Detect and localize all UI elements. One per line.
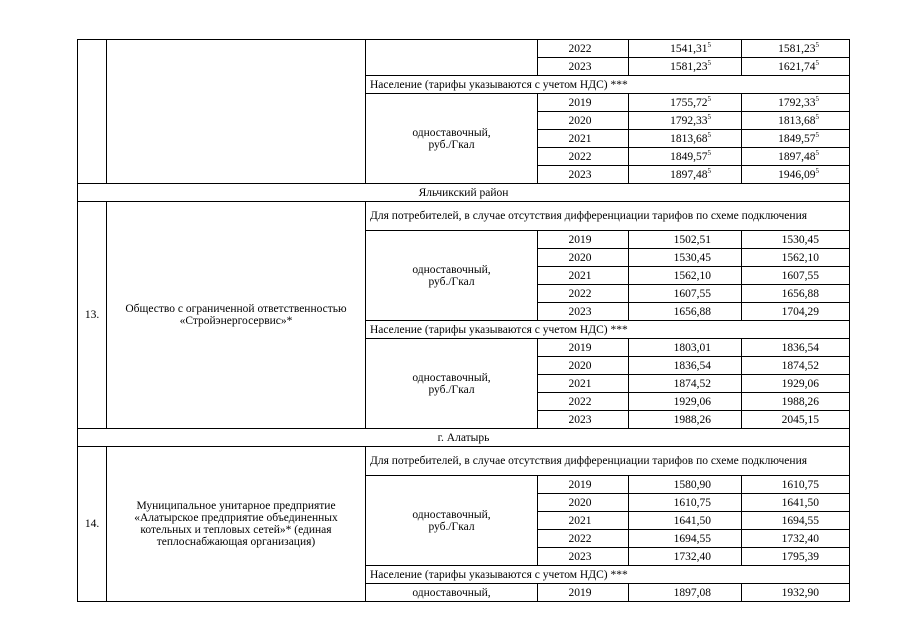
value-number: 1988,26 [781, 395, 819, 408]
value-start-cell [629, 375, 742, 393]
value-start-cell [629, 112, 742, 130]
row-number-cell: 14. [78, 447, 107, 602]
value-number: 1929,06 [781, 377, 819, 390]
value-number: 1988,26 [673, 413, 711, 426]
value-start-cell [629, 548, 742, 566]
value-end-cell [742, 303, 850, 321]
footnote-mark: 5 [815, 94, 819, 103]
footnote-mark: 5 [815, 58, 819, 67]
tariff-type-cell [366, 40, 538, 76]
tariff-type-cell: одноставочный, руб./Гкал [366, 94, 538, 184]
year-cell: 2022 [538, 40, 629, 58]
tariff-type-cell: одноставочный, руб./Гкал [366, 476, 538, 566]
value-end-cell [742, 476, 850, 494]
year-cell: 2020 [538, 494, 629, 512]
value-end-cell [742, 40, 850, 58]
footnote-mark: 5 [707, 148, 711, 157]
value-end-cell [742, 411, 850, 429]
value-start-cell [629, 148, 742, 166]
value-number: 1656,88 [673, 305, 711, 318]
organization-cell [107, 40, 366, 184]
footnote-mark: 5 [707, 40, 711, 49]
value-end-cell [742, 494, 850, 512]
consumers-header-row [78, 202, 850, 231]
value-end-cell [742, 584, 850, 602]
year-cell: 2023 [538, 303, 629, 321]
population-label: Население (тарифы указываются с учетом НДС) *** [366, 321, 850, 339]
population-label: Население (тарифы указываются с учетом НДС) *** [366, 566, 850, 584]
value-end-cell [742, 148, 850, 166]
value-start-cell [629, 231, 742, 249]
value-start-cell [629, 512, 742, 530]
organization-name: Общество с ограниченной ответственностью «Стройэнергосервис»* [107, 202, 366, 429]
footnote-mark: 5 [815, 148, 819, 157]
value-number: 1836,54 [781, 341, 819, 354]
year-cell: 2023 [538, 166, 629, 184]
value-end-cell [742, 357, 850, 375]
year-cell: 2022 [538, 393, 629, 411]
value-number: 1607,55 [673, 287, 711, 300]
value-number: 1530,45 [673, 251, 711, 264]
value-number: 1836,54 [673, 359, 711, 372]
value-number: 1897,48 [670, 168, 708, 181]
year-cell: 2023 [538, 411, 629, 429]
value-end-cell [742, 58, 850, 76]
year-cell: 2021 [538, 375, 629, 393]
table-row [78, 40, 850, 58]
tariff-type-cell: одноставочный, руб./Гкал [366, 231, 538, 321]
value-number: 1694,55 [673, 532, 711, 545]
value-number: 1502,51 [673, 233, 711, 246]
value-start-cell [629, 584, 742, 602]
value-number: 1704,29 [781, 305, 819, 318]
value-number: 2045,15 [781, 413, 819, 426]
year-cell: 2019 [538, 584, 629, 602]
year-cell: 2020 [538, 357, 629, 375]
value-number: 1621,74 [778, 60, 816, 73]
value-number: 1581,23 [778, 42, 816, 55]
value-number: 1732,40 [781, 532, 819, 545]
value-end-cell [742, 339, 850, 357]
value-end-cell [742, 249, 850, 267]
value-number: 1792,33 [778, 96, 816, 109]
value-end-cell [742, 130, 850, 148]
tariff-type-cell: одноставочный, руб./Гкал [366, 339, 538, 429]
value-number: 1897,08 [673, 586, 711, 599]
value-number: 1874,52 [781, 359, 819, 372]
district-name: Яльчикский район [78, 184, 850, 202]
value-end-cell [742, 285, 850, 303]
year-cell: 2023 [538, 58, 629, 76]
value-number: 1874,52 [673, 377, 711, 390]
value-end-cell [742, 94, 850, 112]
value-start-cell [629, 494, 742, 512]
value-start-cell [629, 357, 742, 375]
value-number: 1562,10 [673, 269, 711, 282]
tariff-table-body [78, 40, 850, 602]
value-number: 1813,68 [778, 114, 816, 127]
year-cell: 2021 [538, 512, 629, 530]
year-cell: 2022 [538, 285, 629, 303]
value-end-cell [742, 548, 850, 566]
year-cell: 2021 [538, 130, 629, 148]
row-number-cell: 13. [78, 202, 107, 429]
value-start-cell [629, 530, 742, 548]
value-number: 1932,90 [781, 586, 819, 599]
value-start-cell [629, 166, 742, 184]
value-start-cell [629, 476, 742, 494]
value-number: 1541,31 [670, 42, 708, 55]
value-number: 1946,09 [778, 168, 816, 181]
value-start-cell [629, 40, 742, 58]
value-start-cell [629, 130, 742, 148]
footnote-mark: 5 [815, 112, 819, 121]
value-number: 1803,01 [673, 341, 711, 354]
footnote-mark: 5 [815, 166, 819, 175]
value-end-cell [742, 530, 850, 548]
footnote-mark: 5 [707, 130, 711, 139]
value-number: 1849,57 [670, 150, 708, 163]
year-cell: 2019 [538, 476, 629, 494]
tariff-type-cell: одноставочный, [366, 584, 538, 602]
value-number: 1897,48 [778, 150, 816, 163]
year-cell: 2019 [538, 94, 629, 112]
value-start-cell [629, 303, 742, 321]
footnote-mark: 5 [815, 130, 819, 139]
value-number: 1792,33 [670, 114, 708, 127]
value-end-cell [742, 393, 850, 411]
value-number: 1732,40 [673, 550, 711, 563]
value-number: 1610,75 [781, 478, 819, 491]
population-label: Население (тарифы указываются с учетом НДС) *** [366, 76, 850, 94]
value-start-cell [629, 393, 742, 411]
year-cell: 2022 [538, 148, 629, 166]
value-start-cell [629, 339, 742, 357]
year-cell: 2023 [538, 548, 629, 566]
value-number: 1641,50 [673, 514, 711, 527]
value-number: 1641,50 [781, 496, 819, 509]
value-number: 1755,72 [670, 96, 708, 109]
value-number: 1694,55 [781, 514, 819, 527]
value-number: 1813,68 [670, 132, 708, 145]
value-start-cell [629, 249, 742, 267]
value-start-cell [629, 267, 742, 285]
value-number: 1610,75 [673, 496, 711, 509]
consumers-header-row [78, 447, 850, 476]
district-name: г. Алатырь [78, 429, 850, 447]
year-cell: 2022 [538, 530, 629, 548]
year-cell: 2021 [538, 267, 629, 285]
tariff-table [77, 39, 850, 602]
value-number: 1929,06 [673, 395, 711, 408]
district-row [78, 429, 850, 447]
value-start-cell [629, 411, 742, 429]
value-end-cell [742, 375, 850, 393]
consumers-label: Для потребителей, в случае отсутствия дифференциации тарифов по схеме подключения [366, 447, 850, 476]
value-end-cell [742, 231, 850, 249]
value-number: 1580,90 [673, 478, 711, 491]
footnote-mark: 5 [707, 58, 711, 67]
value-start-cell [629, 285, 742, 303]
value-end-cell [742, 112, 850, 130]
footnote-mark: 5 [707, 112, 711, 121]
year-cell: 2019 [538, 231, 629, 249]
year-cell: 2020 [538, 249, 629, 267]
value-number: 1562,10 [781, 251, 819, 264]
district-row [78, 184, 850, 202]
value-end-cell [742, 166, 850, 184]
footnote-mark: 5 [815, 40, 819, 49]
row-number-cell [78, 40, 107, 184]
consumers-label: Для потребителей, в случае отсутствия дифференциации тарифов по схеме подключения [366, 202, 850, 231]
value-number: 1607,55 [781, 269, 819, 282]
value-number: 1849,57 [778, 132, 816, 145]
value-number: 1656,88 [781, 287, 819, 300]
value-end-cell [742, 512, 850, 530]
year-cell: 2020 [538, 112, 629, 130]
year-cell: 2019 [538, 339, 629, 357]
value-start-cell [629, 94, 742, 112]
value-end-cell [742, 267, 850, 285]
value-number: 1530,45 [781, 233, 819, 246]
footnote-mark: 5 [707, 94, 711, 103]
value-number: 1581,23 [670, 60, 708, 73]
footnote-mark: 5 [707, 166, 711, 175]
organization-name: Муниципальное унитарное предприятие «Алатырское предприятие объединенных котельных и тепловых сетей»* (единая теплоснабжающая организация) [107, 447, 366, 602]
value-start-cell [629, 58, 742, 76]
value-number: 1795,39 [781, 550, 819, 563]
